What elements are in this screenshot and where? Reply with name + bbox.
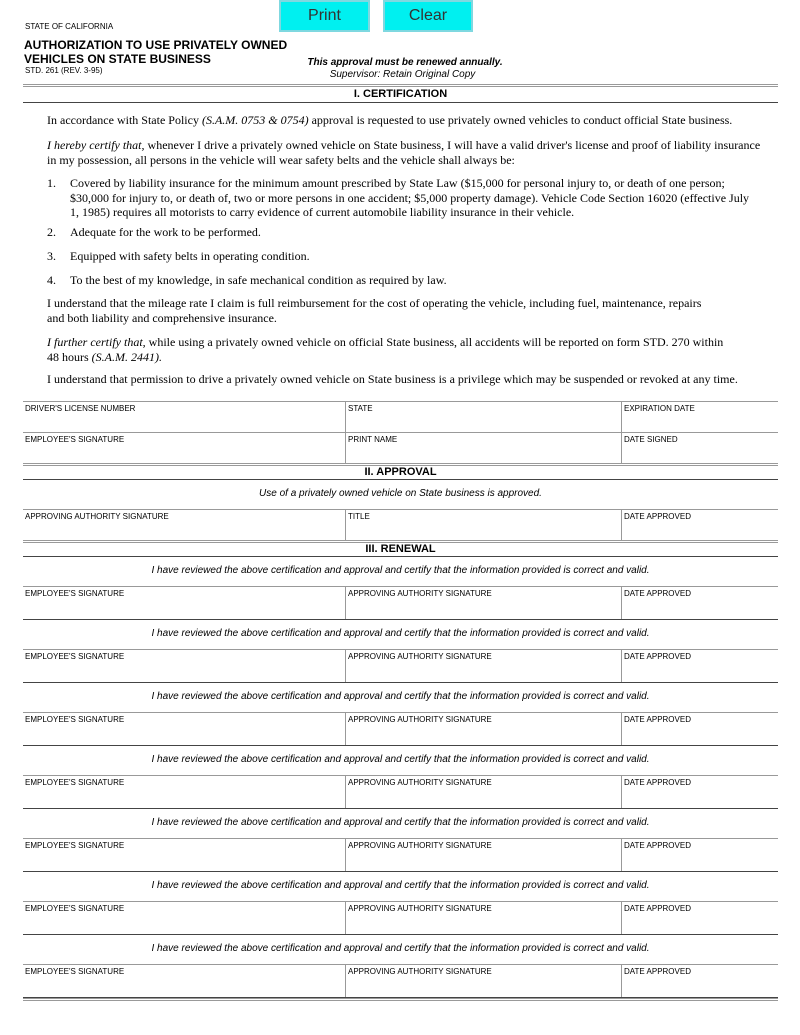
mileage-paragraph: I understand that the mileage rate I claim is full reimbursement for the cost of operating the vehicle, including fuel, maintenance, repairs and both liability and comprehensive insurance. [47, 296, 702, 325]
date-approved-field[interactable]: DATE APPROVED [621, 965, 778, 997]
form-title-line2: VEHICLES ON STATE BUSINESS [24, 52, 211, 66]
date-approved-field[interactable]: DATE APPROVED [621, 713, 778, 745]
date-approved-field[interactable]: DATE APPROVED [621, 510, 778, 540]
employee-signature-field[interactable]: EMPLOYEE'S SIGNATURE [25, 967, 125, 976]
renewal-statement: I have reviewed the above certification and approval and certify that the information provided is correct and valid. [151, 691, 650, 702]
employee-signature-field[interactable]: EMPLOYEE'S SIGNATURE [25, 435, 125, 444]
accident-paragraph [47, 335, 737, 364]
certification-fields [23, 401, 778, 1001]
employee-signature-field[interactable]: EMPLOYEE'S SIGNATURE [25, 904, 125, 913]
renewal-block [23, 935, 778, 998]
text: I hereby certify that, [47, 138, 145, 152]
renewal-statement: I have reviewed the above certification and approval and certify that the information provided is correct and valid. [151, 754, 650, 765]
renewal-statement: I have reviewed the above certification and approval and certify that the information provided is correct and valid. [151, 817, 650, 828]
employee-signature-field[interactable]: EMPLOYEE'S SIGNATURE [25, 778, 125, 787]
approving-authority-signature-field[interactable]: APPROVING AUTHORITY SIGNATURE [345, 713, 621, 745]
text: approval is requested to use privately owned vehicles to conduct official State business. [308, 113, 733, 127]
renewal-block [23, 872, 778, 935]
renewal-block [23, 746, 778, 809]
employee-signature-field[interactable]: EMPLOYEE'S SIGNATURE [25, 589, 125, 598]
item-text: Equipped with safety belts in operating condition. [70, 249, 310, 263]
date-approved-field[interactable]: DATE APPROVED [621, 587, 778, 619]
field-row [23, 901, 778, 935]
field-row [23, 432, 778, 463]
text: while using a privately owned vehicle on official State business, all accidents will be reported on form STD. 270 within 48 hours [47, 335, 724, 364]
employee-signature-field[interactable]: EMPLOYEE'S SIGNATURE [25, 715, 125, 724]
field-row [23, 509, 778, 540]
title-field[interactable]: TITLE [345, 510, 621, 540]
employee-signature-field[interactable]: EMPLOYEE'S SIGNATURE [25, 841, 125, 850]
approving-authority-signature-field[interactable]: APPROVING AUTHORITY SIGNATURE [25, 512, 169, 521]
field-row [23, 401, 778, 432]
renewal-statement: I have reviewed the above certification and approval and certify that the information provided is correct and valid. [151, 943, 650, 954]
field-row [23, 775, 778, 809]
field-row [23, 964, 778, 998]
form-title-line1: AUTHORIZATION TO USE PRIVATELY OWNED [24, 38, 288, 52]
date-approved-field[interactable]: DATE APPROVED [621, 839, 778, 871]
text: (S.A.M. 0753 & 0754) [201, 113, 309, 127]
text: I further certify that, [47, 335, 146, 349]
item-text: Covered by liability insurance for the minimum amount prescribed by State Law ($15,000 for personal injury to, or death of one person; $30,000 for injury to, or death of, two or more persons in one accident; $5,000 property damage). Vehicle Code Section 16020 (effective July 1, 1985) requires all motorists to carry evidence of current automobile liability insurance in their vehicle. [70, 176, 750, 219]
renewal-block [23, 620, 778, 683]
expiration-date-field[interactable]: EXPIRATION DATE [621, 402, 778, 432]
approving-authority-signature-field[interactable]: APPROVING AUTHORITY SIGNATURE [345, 965, 621, 997]
renewal-statement: I have reviewed the above certification and approval and certify that the information provided is correct and valid. [151, 565, 650, 576]
date-approved-field[interactable]: DATE APPROVED [621, 776, 778, 808]
state-field[interactable]: STATE [345, 402, 621, 432]
drivers-license-field[interactable]: DRIVER'S LICENSE NUMBER [25, 404, 136, 413]
policy-paragraph [47, 113, 767, 128]
print-button[interactable]: Print [279, 0, 370, 32]
retain-note: Supervisor: Retain Original Copy [329, 69, 476, 80]
text: (S.A.M. 2441). [91, 349, 162, 364]
state-label: STATE OF CALIFORNIA [25, 22, 114, 31]
section-heading: II. APPROVAL [23, 466, 778, 480]
employee-signature-field[interactable]: EMPLOYEE'S SIGNATURE [25, 652, 125, 661]
renewal-block [23, 557, 778, 620]
renewal-statement: I have reviewed the above certification and approval and certify that the information provided is correct and valid. [151, 880, 650, 891]
certify-paragraph [47, 138, 767, 167]
approving-authority-signature-field[interactable]: APPROVING AUTHORITY SIGNATURE [345, 776, 621, 808]
date-approved-field[interactable]: DATE APPROVED [621, 902, 778, 934]
form-number: STD. 261 (REV. 3-95) [25, 66, 103, 75]
section-heading: III. RENEWAL [23, 543, 778, 557]
field-row [23, 649, 778, 683]
item-number: 4. [47, 273, 56, 287]
item-text: Adequate for the work to be performed. [70, 225, 261, 239]
renewal-note: This approval must be renewed annually. [307, 57, 503, 68]
approving-authority-signature-field[interactable]: APPROVING AUTHORITY SIGNATURE [345, 902, 621, 934]
renewal-statement: I have reviewed the above certification and approval and certify that the information provided is correct and valid. [151, 628, 650, 639]
renewal-block [23, 809, 778, 872]
certification-header [23, 84, 778, 103]
privilege-paragraph: I understand that permission to drive a privately owned vehicle on State business is a privilege which may be suspended or revoked at any time. [47, 372, 738, 386]
item-number: 3. [47, 249, 56, 263]
item-number: 1. [47, 176, 56, 190]
renewal-block [23, 683, 778, 746]
date-approved-field[interactable]: DATE APPROVED [621, 650, 778, 682]
text: In accordance with State Policy [47, 113, 202, 127]
section-heading: I. CERTIFICATION [23, 87, 778, 103]
field-row [23, 838, 778, 872]
item-number: 2. [47, 225, 56, 239]
approving-authority-signature-field[interactable]: APPROVING AUTHORITY SIGNATURE [345, 650, 621, 682]
item-text: To the best of my knowledge, in safe mechanical condition as required by law. [70, 273, 447, 287]
approving-authority-signature-field[interactable]: APPROVING AUTHORITY SIGNATURE [345, 587, 621, 619]
clear-button[interactable]: Clear [383, 0, 473, 32]
date-signed-field[interactable]: DATE SIGNED [621, 433, 778, 463]
print-name-field[interactable]: PRINT NAME [345, 433, 621, 463]
approving-authority-signature-field[interactable]: APPROVING AUTHORITY SIGNATURE [345, 839, 621, 871]
field-row [23, 712, 778, 746]
field-row [23, 586, 778, 620]
approval-statement: Use of a privately owned vehicle on State business is approved. [259, 488, 542, 499]
text: whenever I drive a privately owned vehicle on State business, I will have a valid driver's license and proof of liability insurance in my possession, all persons in the vehicle will wear safety belts and the vehicle shall always be: [47, 138, 761, 167]
renewal-blocks [23, 557, 778, 998]
